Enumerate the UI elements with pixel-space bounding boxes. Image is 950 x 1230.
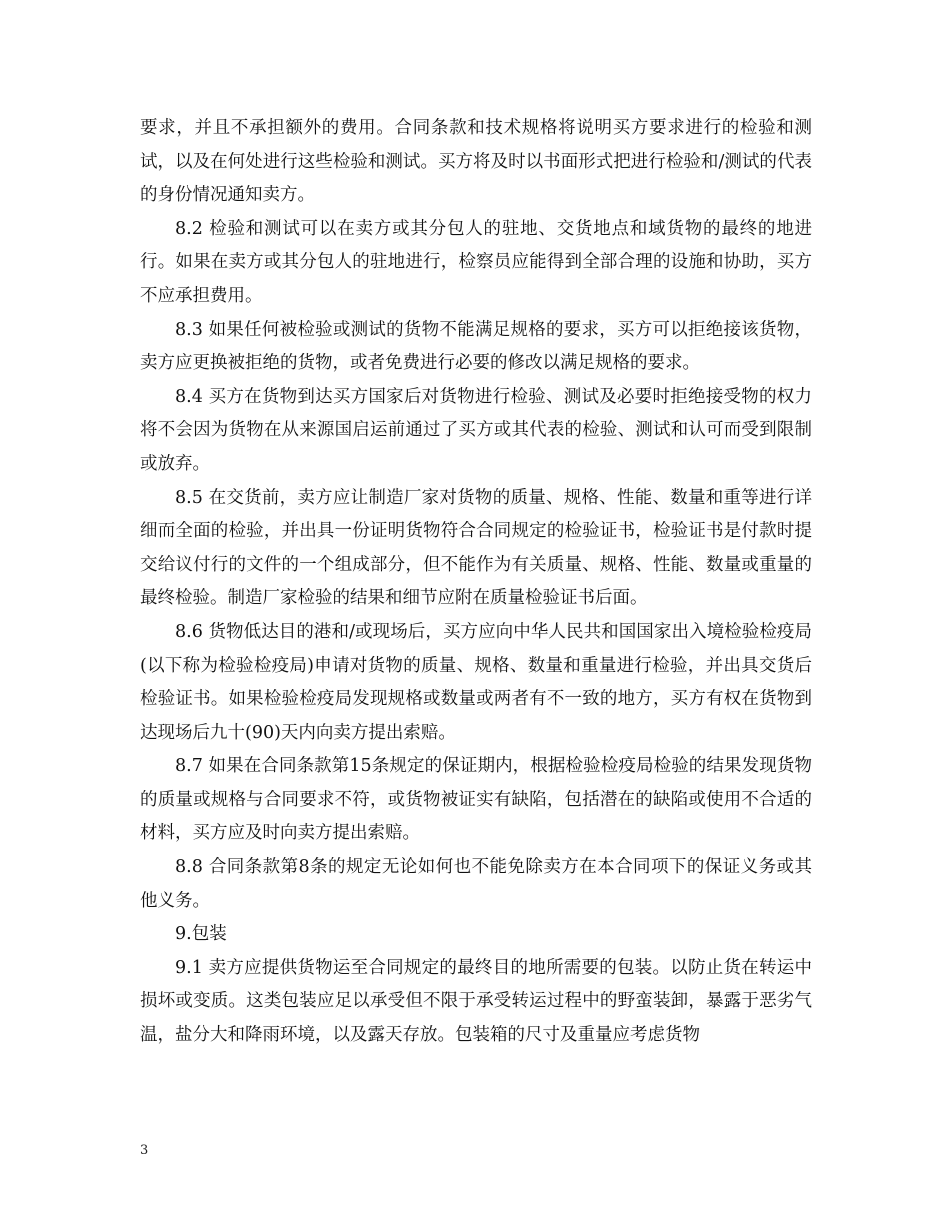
paragraph-clause-8-4: 8.4 买方在货物到达买方国家后对货物进行检验、测试及必要时拒绝接受物的权力将不会因为货物在从来源国启运前通过了买方或其代表的检验、测试和认可而受到限制或放弃。 — [140, 386, 812, 474]
section-heading-packaging: 9.包装 — [175, 924, 227, 945]
document-body — [140, 112, 812, 1053]
paragraph-clause-8-7: 8.7 如果在合同条款第15条规定的保证期内，根据检验检疫局检验的结果发现货物的质量或规格与合同要求不符，或货物被证实有缺陷，包括潜在的缺陷或使用不合适的材料，买方应及时向卖方提出索赔。 — [140, 756, 812, 844]
paragraph-clause-8-5: 8.5 在交货前，卖方应让制造厂家对货物的质量、规格、性能、数量和重等进行详细而全面的检验，并出具一份证明货物符合合同规定的检验证书，检验证书是付款时提交给议付行的文件的一个组成部分，但不能作为有关质量、规格、性能、数量或重量的最终检验。制造厂家检验的结果和细节应附在质量检验证书后面。 — [140, 487, 812, 609]
paragraph-clause-8-8: 8.8 合同条款第8条的规定无论如何也不能免除卖方在本合同项下的保证义务或其他义务。 — [140, 857, 812, 911]
paragraph-continuation: 要求，并且不承担额外的费用。合同条款和技术规格将说明买方要求进行的检验和测试，以及在何处进行这些检验和测试。买方将及时以书面形式把进行检验和/测试的代表的身份情况通知卖方。 — [140, 118, 812, 206]
page-number: 3 — [140, 1143, 149, 1158]
paragraph-clause-8-6: 8.6 货物低达目的港和/或现场后，买方应向中华人民共和国国家出入境检验检疫局(以下称为检验检疫局)申请对货物的质量、规格、数量和重量进行检验，并出具交货后检验证书。如果检验检疫局发现规格或数量或两者有不一致的地方，买方有权在货物到达现场后九十(90)天内向卖方提出索赔。 — [140, 621, 812, 743]
paragraph-clause-8-3: 8.3 如果任何被检验或测试的货物不能满足规格的要求，买方可以拒绝接该货物，卖方应更换被拒绝的货物，或者免费进行必要的修改以满足规格的要求。 — [140, 319, 812, 374]
paragraph-clause-9-1: 9.1 卖方应提供货物运至合同规定的最终目的地所需要的包装。以防止货在转运中损坏或变质。这类包装应足以承受但不限于承受转运过程中的野蛮装卸，暴露于恶劣气温，盐分大和降雨环境，以及露天存放。包装箱的尺寸及重量应考虑货物 — [140, 957, 812, 1046]
paragraph-clause-8-2: 8.2 检验和测试可以在卖方或其分包人的驻地、交货地点和域货物的最终的地进行。如果在卖方或其分包人的驻地进行，检察员应能得到全部合理的设施和协助，买方不应承担费用。 — [140, 218, 812, 306]
